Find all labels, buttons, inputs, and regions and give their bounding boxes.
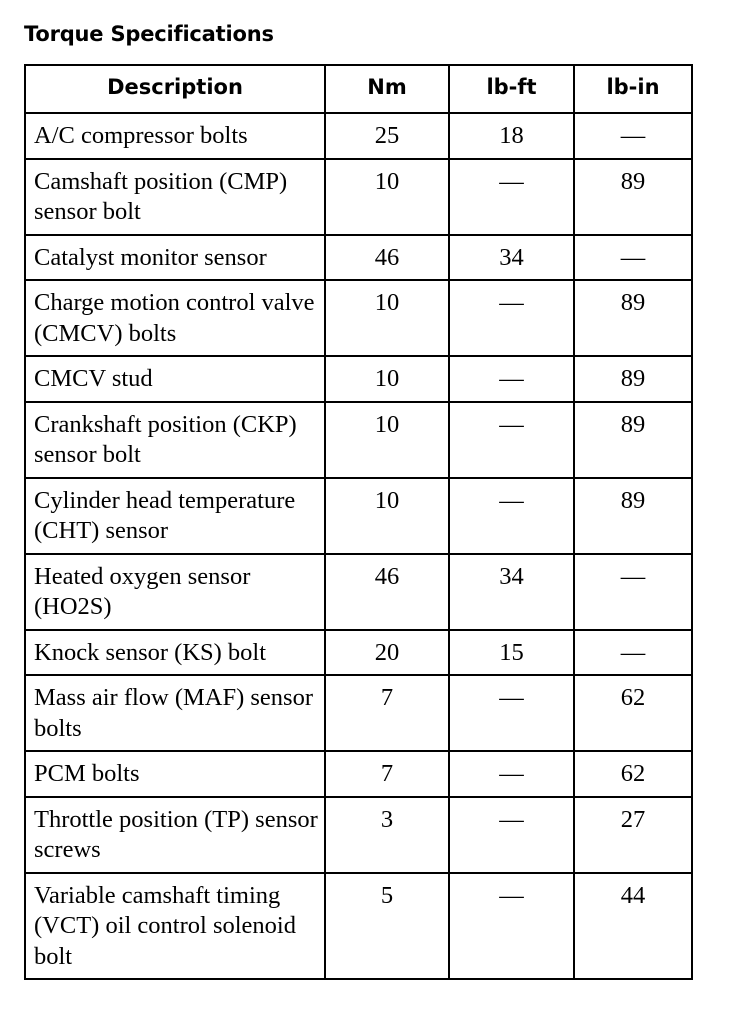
cell-nm: 7 bbox=[325, 751, 449, 797]
table-row bbox=[25, 675, 692, 751]
cell-lbft: 15 bbox=[449, 630, 574, 676]
cell-description: Heated oxygen sensor (HO2S) bbox=[25, 554, 325, 630]
cell-description: Crankshaft position (CKP) sensor bolt bbox=[25, 402, 325, 478]
table-row bbox=[25, 554, 692, 630]
cell-lbin: 89 bbox=[574, 402, 692, 478]
cell-description: Throttle position (TP) sensor screws bbox=[25, 797, 325, 873]
cell-nm: 7 bbox=[325, 675, 449, 751]
page-title: Torque Specifications bbox=[24, 22, 274, 46]
header-description: Description bbox=[25, 65, 325, 113]
cell-description: A/C compressor bolts bbox=[25, 113, 325, 159]
cell-lbin: — bbox=[574, 113, 692, 159]
cell-nm: 10 bbox=[325, 356, 449, 402]
table-row bbox=[25, 356, 692, 402]
cell-lbin: 89 bbox=[574, 356, 692, 402]
table-body bbox=[25, 113, 692, 979]
cell-lbft: — bbox=[449, 873, 574, 980]
table-row bbox=[25, 235, 692, 281]
cell-nm: 10 bbox=[325, 478, 449, 554]
cell-description: PCM bolts bbox=[25, 751, 325, 797]
cell-nm: 46 bbox=[325, 235, 449, 281]
cell-lbin: 89 bbox=[574, 159, 692, 235]
cell-lbin: — bbox=[574, 630, 692, 676]
cell-lbin: 44 bbox=[574, 873, 692, 980]
table-row bbox=[25, 751, 692, 797]
table-row bbox=[25, 402, 692, 478]
cell-lbft: — bbox=[449, 751, 574, 797]
table-row bbox=[25, 797, 692, 873]
cell-nm: 20 bbox=[325, 630, 449, 676]
cell-description: Variable camshaft timing (VCT) oil control solenoid bolt bbox=[25, 873, 325, 980]
header-lbin: lb-in bbox=[574, 65, 692, 113]
cell-lbft: 34 bbox=[449, 554, 574, 630]
cell-description: Camshaft position (CMP) sensor bolt bbox=[25, 159, 325, 235]
cell-nm: 3 bbox=[325, 797, 449, 873]
cell-lbft: — bbox=[449, 356, 574, 402]
torque-spec-table bbox=[24, 64, 693, 980]
cell-nm: 25 bbox=[325, 113, 449, 159]
cell-lbft: — bbox=[449, 280, 574, 356]
cell-description: Catalyst monitor sensor bbox=[25, 235, 325, 281]
cell-description: CMCV stud bbox=[25, 356, 325, 402]
cell-description: Knock sensor (KS) bolt bbox=[25, 630, 325, 676]
cell-lbin: 27 bbox=[574, 797, 692, 873]
cell-lbft: — bbox=[449, 478, 574, 554]
cell-nm: 5 bbox=[325, 873, 449, 980]
cell-lbft: — bbox=[449, 675, 574, 751]
cell-nm: 46 bbox=[325, 554, 449, 630]
cell-lbft: — bbox=[449, 797, 574, 873]
cell-lbin: — bbox=[574, 554, 692, 630]
cell-nm: 10 bbox=[325, 402, 449, 478]
cell-description: Charge motion control valve (CMCV) bolts bbox=[25, 280, 325, 356]
cell-lbft: — bbox=[449, 402, 574, 478]
cell-lbft: 34 bbox=[449, 235, 574, 281]
cell-lbin: 62 bbox=[574, 751, 692, 797]
table-row bbox=[25, 113, 692, 159]
table-row bbox=[25, 873, 692, 980]
header-nm: Nm bbox=[325, 65, 449, 113]
cell-lbin: 62 bbox=[574, 675, 692, 751]
cell-nm: 10 bbox=[325, 280, 449, 356]
header-lbft: lb-ft bbox=[449, 65, 574, 113]
cell-lbin: 89 bbox=[574, 280, 692, 356]
cell-description: Mass air flow (MAF) sensor bolts bbox=[25, 675, 325, 751]
cell-lbin: 89 bbox=[574, 478, 692, 554]
table-row bbox=[25, 159, 692, 235]
table-row bbox=[25, 630, 692, 676]
cell-description: Cylinder head temperature (CHT) sensor bbox=[25, 478, 325, 554]
table-header-row bbox=[25, 65, 692, 113]
cell-lbft: — bbox=[449, 159, 574, 235]
table-row bbox=[25, 280, 692, 356]
table-row bbox=[25, 478, 692, 554]
cell-lbft: 18 bbox=[449, 113, 574, 159]
cell-lbin: — bbox=[574, 235, 692, 281]
cell-nm: 10 bbox=[325, 159, 449, 235]
